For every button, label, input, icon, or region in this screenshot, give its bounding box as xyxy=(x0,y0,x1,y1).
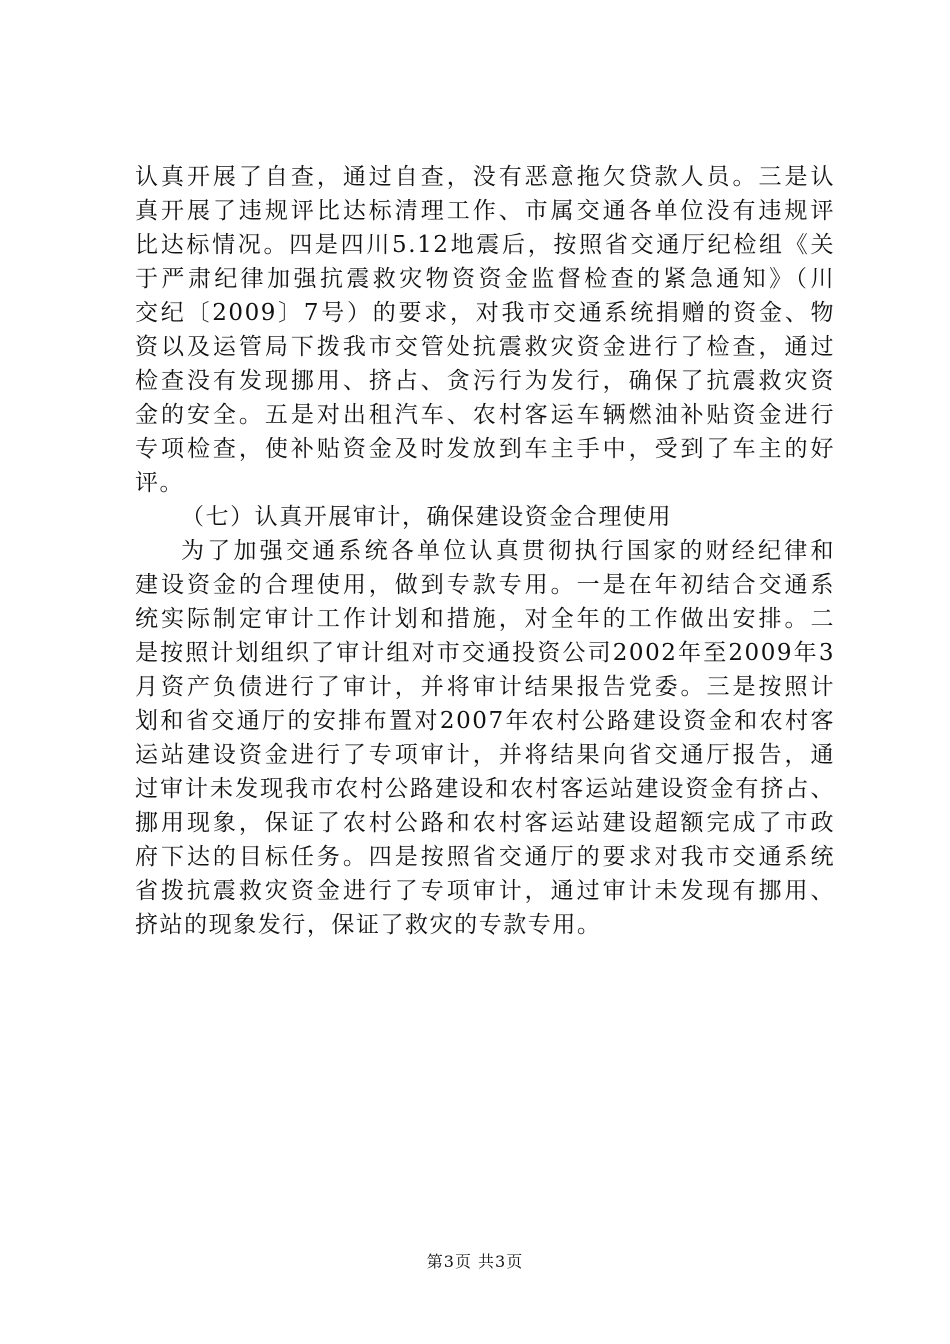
text-line: 统实际制定审计工作计划和措施，对全年的工作做出安排。二 xyxy=(135,606,835,632)
text-line: 划和省交通厅的安排布置对2007年农村公路建设资金和农村客 xyxy=(135,708,835,734)
body-text xyxy=(135,160,835,942)
text-line: 资以及运管局下拨我市交管处抗震救灾资金进行了检查，通过 xyxy=(135,334,835,360)
section-heading: （七）认真开展审计，确保建设资金合理使用 xyxy=(181,504,672,530)
text-line: 运站建设资金进行了专项审计，并将结果向省交通厅报告，通 xyxy=(135,742,835,768)
text-line: 评。 xyxy=(135,470,185,496)
text-line: 检查没有发现挪用、挤占、贪污行为发行，确保了抗震救灾资 xyxy=(135,368,835,394)
text-line: 真开展了违规评比达标清理工作、市属交通各单位没有违规评 xyxy=(135,198,835,224)
text-line: 挪用现象，保证了农村公路和农村客运站建设超额完成了市政 xyxy=(135,810,835,836)
text-line: 认真开展了自查，通过自查，没有恶意拖欠贷款人员。三是认 xyxy=(135,164,835,190)
text-line: 于严肃纪律加强抗震救灾物资资金监督检查的紧急通知》（川 xyxy=(135,266,835,292)
text-line: 专项检查，使补贴资金及时发放到车主手中，受到了车主的好 xyxy=(135,436,835,462)
text-line: 省拨抗震救灾资金进行了专项审计，通过审计未发现有挪用、 xyxy=(135,878,835,904)
text-line: 建设资金的合理使用，做到专款专用。一是在年初结合交通系 xyxy=(135,572,835,598)
text-line: 挤站的现象发行，保证了救灾的专款专用。 xyxy=(135,912,602,938)
text-line: 是按照计划组织了审计组对市交通投资公司2002年至2009年3 xyxy=(135,640,835,666)
text-line: 比达标情况。四是四川5.12地震后，按照省交通厅纪检组《关 xyxy=(135,232,835,258)
text-line: 为了加强交通系统各单位认真贯彻执行国家的财经纪律和 xyxy=(181,538,835,564)
text-line: 交纪〔2009〕7号）的要求，对我市交通系统捐赠的资金、物 xyxy=(135,300,835,326)
page-footer: 第3页 共3页 xyxy=(426,1252,524,1271)
text-line: 月资产负债进行了审计，并将审计结果报告党委。三是按照计 xyxy=(135,674,835,700)
text-line: 府下达的目标任务。四是按照省交通厅的要求对我市交通系统 xyxy=(135,844,835,870)
text-line: 过审计未发现我市农村公路建设和农村客运站建设资金有挤占、 xyxy=(135,776,835,802)
text-line: 金的安全。五是对出租汽车、农村客运车辆燃油补贴资金进行 xyxy=(135,402,835,428)
